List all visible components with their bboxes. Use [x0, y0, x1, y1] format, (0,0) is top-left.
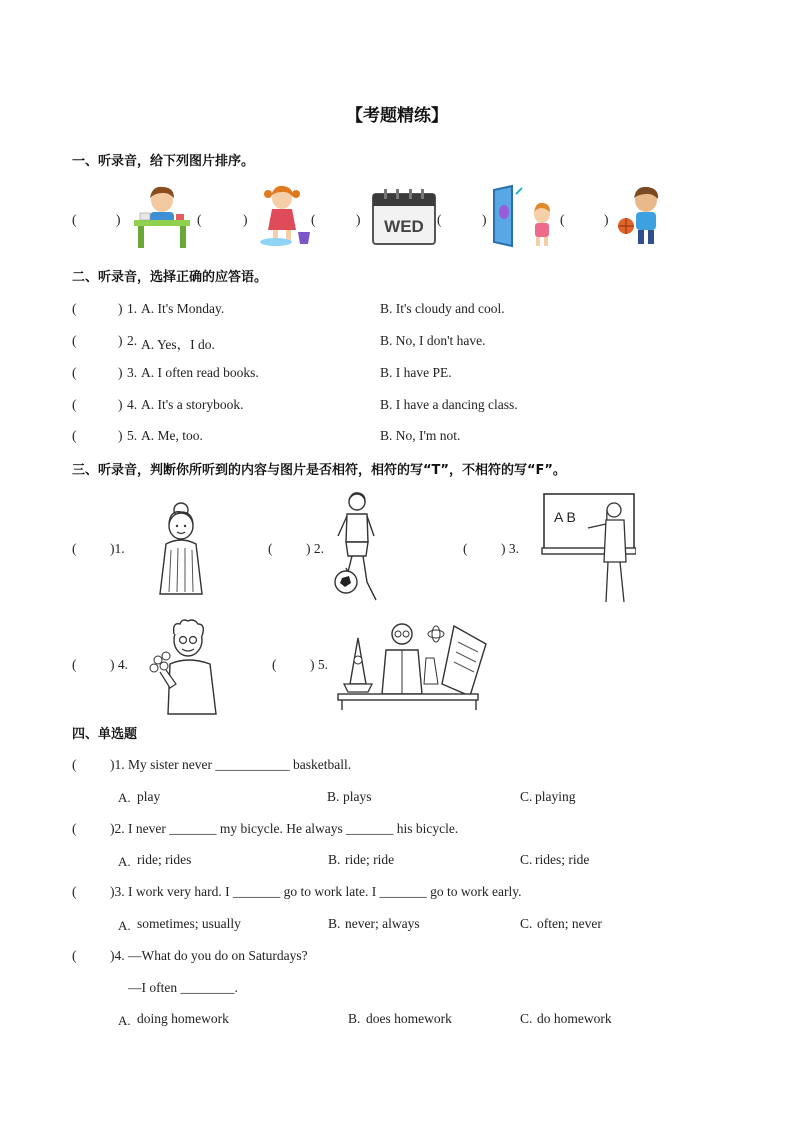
- option-letter: B.: [348, 1011, 361, 1026]
- option-letter: B.: [328, 916, 341, 931]
- option-b: B. I have PE.: [380, 365, 452, 380]
- option-text: doing homework: [137, 1011, 229, 1026]
- girl-cleaning-illustration: [256, 184, 314, 248]
- boy-basketball-illustration: [614, 184, 670, 248]
- s1-paren-close-5: ): [604, 212, 609, 227]
- option-letter: C.: [520, 789, 533, 804]
- s1-paren-close-4: ): [482, 212, 487, 227]
- answer-paren-open[interactable]: (: [72, 333, 77, 348]
- option-letter: A.: [118, 790, 131, 805]
- option-text: often; never: [537, 916, 602, 931]
- s1-paren-close-1: ): [116, 212, 121, 227]
- option-b: B. No, I'm not.: [380, 428, 461, 443]
- item-number: ) 5.: [310, 657, 328, 672]
- board-text: A B: [554, 509, 576, 525]
- option-b: B. It's cloudy and cool.: [380, 301, 505, 316]
- option-text: ride; rides: [137, 852, 192, 867]
- option-text: ride; ride: [345, 852, 395, 867]
- item-number: )1.: [110, 541, 125, 556]
- s1-paren-open-5: (: [560, 212, 565, 227]
- answer-paren-open[interactable]: (: [272, 657, 277, 672]
- scientist-laboratory-illustration: [330, 614, 490, 710]
- option-a: A. It's Monday.: [141, 301, 225, 316]
- question-number: 4.: [127, 397, 138, 412]
- option-letter: A.: [118, 1013, 131, 1028]
- s1-paren-open-4: (: [437, 212, 442, 227]
- question-text: )1. My sister never ___________ basketball.: [110, 757, 352, 772]
- answer-paren-open[interactable]: (: [463, 541, 468, 556]
- option-a: A. I often read books.: [141, 365, 259, 380]
- question-number: 2.: [127, 333, 138, 348]
- girl-watching-tv-illustration: [490, 184, 560, 250]
- teacher-at-blackboard-illustration: [540, 492, 636, 606]
- answer-paren-open[interactable]: (: [268, 541, 273, 556]
- boy-with-soccer-ball-illustration: [330, 492, 384, 604]
- question-number: 3.: [127, 365, 138, 380]
- option-b: B. No, I don't have.: [380, 333, 486, 348]
- section4-heading: 四、单选题: [72, 727, 138, 742]
- option-letter: C.: [520, 852, 533, 867]
- question-text: )3. I work very hard. I _______ go to work late. I _______ go to work early.: [110, 884, 522, 899]
- option-text: does homework: [366, 1011, 452, 1026]
- item-number: ) 4.: [110, 657, 128, 672]
- calendar-wednesday-illustration: [372, 188, 436, 246]
- answer-paren-open[interactable]: (: [72, 541, 77, 556]
- option-letter: B.: [327, 789, 340, 804]
- answer-paren-open[interactable]: (: [72, 397, 77, 412]
- option-b: B. I have a dancing class.: [380, 397, 518, 412]
- answer-paren-close: ): [118, 301, 123, 316]
- s1-paren-open-2: (: [197, 212, 202, 227]
- s1-paren-open-1: (: [72, 212, 77, 227]
- option-letter: B.: [328, 852, 341, 867]
- option-text: do homework: [537, 1011, 612, 1026]
- answer-paren-open[interactable]: (: [72, 821, 77, 836]
- section2-heading: 二、听录音，选择正确的应答语。: [72, 270, 268, 285]
- answer-paren-close: ): [118, 397, 123, 412]
- option-a: A. Yes，I do.: [141, 337, 215, 352]
- boy-reading-desk-illustration: [128, 184, 196, 250]
- question-number: 1.: [127, 301, 138, 316]
- option-a: A. It's a storybook.: [141, 397, 244, 412]
- section3-heading: 三、听录音，判断你所听到的内容与图片是否相符，相符的写“T”，不相符的写“F”。: [72, 463, 566, 478]
- answer-paren-close: ): [118, 365, 123, 380]
- s1-paren-open-3: (: [311, 212, 316, 227]
- answer-paren-open[interactable]: (: [72, 301, 77, 316]
- grandfather-with-flowers-illustration: [146, 616, 220, 716]
- answer-paren-open[interactable]: (: [72, 657, 77, 672]
- option-text: playing: [535, 789, 576, 804]
- answer-paren-open[interactable]: (: [72, 948, 77, 963]
- page-title: 【考题精练】: [346, 106, 448, 126]
- calendar-text: WED: [384, 217, 424, 236]
- option-text: plays: [343, 789, 372, 804]
- option-letter: C.: [520, 916, 533, 931]
- s1-paren-close-3: ): [356, 212, 361, 227]
- section1-heading: 一、听录音，给下列图片排序。: [72, 154, 255, 169]
- grandmother-illustration: [156, 500, 206, 596]
- answer-paren-close: ): [118, 333, 123, 348]
- answer-paren-open[interactable]: (: [72, 884, 77, 899]
- answer-paren-open[interactable]: (: [72, 365, 77, 380]
- question-text: )2. I never _______ my bicycle. He always _______ his bicycle.: [110, 821, 459, 836]
- option-a: A. Me, too.: [141, 428, 203, 443]
- s1-paren-close-2: ): [243, 212, 248, 227]
- answer-paren-open[interactable]: (: [72, 757, 77, 772]
- question-text: )4. —What do you do on Saturdays?: [110, 948, 308, 963]
- option-letter: A.: [118, 918, 131, 933]
- option-letter: C.: [520, 1011, 533, 1026]
- answer-paren-close: ): [118, 428, 123, 443]
- item-number: ) 3.: [501, 541, 519, 556]
- question-number: 5.: [127, 428, 138, 443]
- question-text-line2: —I often ________.: [128, 980, 238, 995]
- option-text: sometimes; usually: [137, 916, 241, 931]
- option-text: play: [137, 789, 161, 804]
- option-text: rides; ride: [535, 852, 590, 867]
- option-text: never; always: [345, 916, 420, 931]
- item-number: ) 2.: [306, 541, 324, 556]
- answer-paren-open[interactable]: (: [72, 428, 77, 443]
- option-letter: A.: [118, 854, 131, 869]
